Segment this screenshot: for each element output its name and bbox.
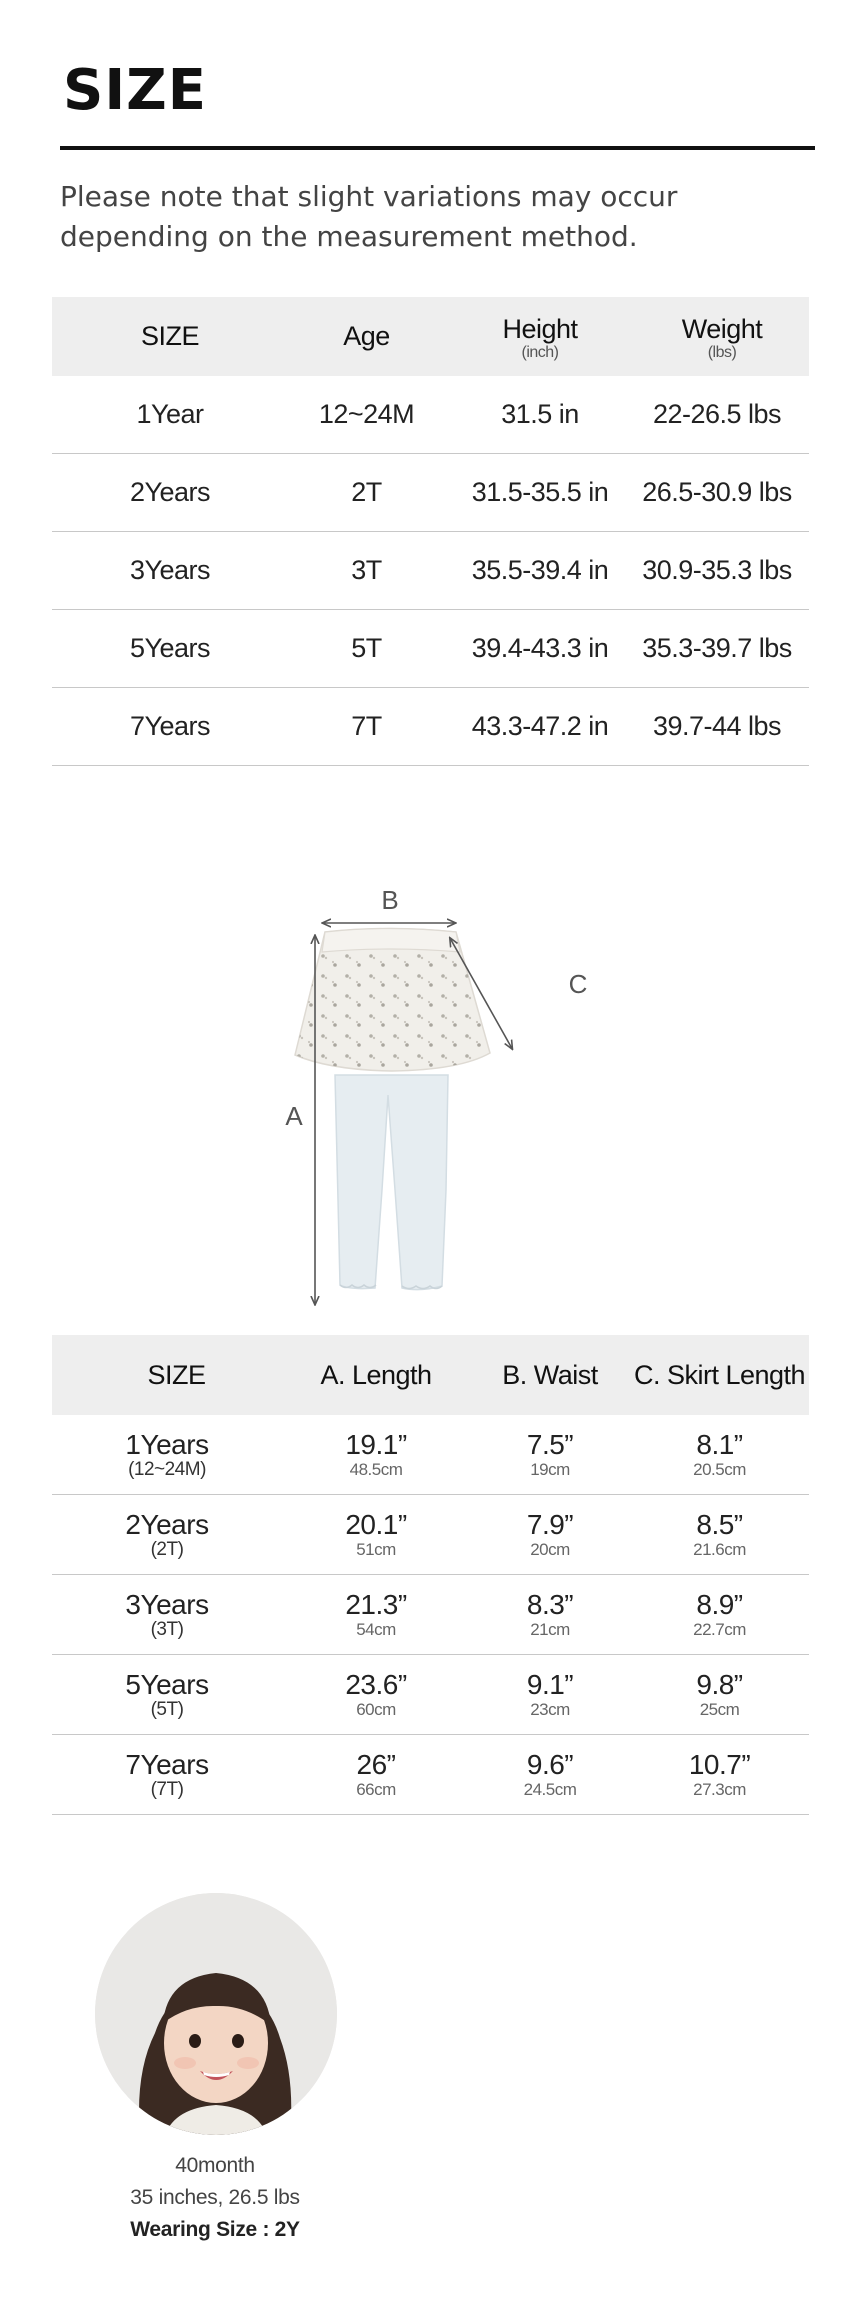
cell-skirt: [630, 1415, 809, 1495]
size-age: (3T): [150, 1618, 184, 1640]
waist-cm: 24.5cm: [523, 1779, 577, 1799]
cell-weight: 39.7-44 lbs: [635, 688, 809, 766]
cell-height: 39.4-43.3 in: [445, 610, 635, 688]
size-label: 7Years: [125, 1748, 209, 1780]
size-label: 1Years: [125, 1428, 209, 1460]
waist-inch: 8.3”: [526, 1588, 574, 1620]
header-height-unit: (inch): [521, 343, 559, 361]
skirt-cm: 21.6cm: [693, 1539, 746, 1559]
skirt-cm: 25cm: [699, 1699, 740, 1719]
child-avatar-icon: [95, 1893, 337, 2135]
cell-weight: 30.9-35.3 lbs: [635, 532, 809, 610]
length-inch: 21.3”: [345, 1588, 407, 1620]
length-cm: 51cm: [356, 1539, 396, 1559]
table-row: [52, 454, 809, 532]
table-row: [52, 1575, 809, 1655]
size-label: 3Years: [125, 1588, 209, 1620]
cell-length: [282, 1495, 470, 1575]
skirt-inch: 9.8”: [696, 1668, 743, 1700]
skirt-cm: 22.7cm: [693, 1619, 746, 1639]
waist-cm: 20cm: [530, 1539, 570, 1559]
size-age: (7T): [150, 1778, 184, 1800]
leggings-shape: [335, 1075, 448, 1290]
header-waist: B. Waist: [470, 1335, 630, 1415]
size-age: (5T): [150, 1698, 184, 1720]
model-info: [60, 2150, 370, 2246]
size-table-header: [52, 297, 809, 376]
table-row: [52, 688, 809, 766]
size-label: 5Years: [125, 1668, 209, 1700]
cell-waist: [470, 1415, 630, 1495]
cell-size: [52, 1495, 282, 1575]
length-cm: 48.5cm: [349, 1459, 403, 1479]
cell-age: 5T: [288, 610, 445, 688]
skirt-inch: 10.7”: [688, 1748, 751, 1780]
header-size: SIZE: [52, 1335, 282, 1415]
header-height-label: Height: [502, 313, 578, 344]
table-row: [52, 1495, 809, 1575]
cell-skirt: [630, 1495, 809, 1575]
cell-size: 2Years: [52, 454, 288, 532]
length-cm: 66cm: [356, 1779, 396, 1799]
size-label: 2Years: [125, 1508, 209, 1540]
cell-weight: 26.5-30.9 lbs: [635, 454, 809, 532]
cell-height: 35.5-39.4 in: [445, 532, 635, 610]
cell-length: [282, 1655, 470, 1735]
header-height: [445, 297, 635, 376]
length-inch: 20.1”: [345, 1508, 407, 1540]
header-size: [52, 297, 288, 376]
cell-size: [52, 1655, 282, 1735]
cell-height: 43.3-47.2 in: [445, 688, 635, 766]
length-inch: 26”: [356, 1748, 396, 1780]
label-a: A: [285, 1101, 303, 1131]
cell-length: [282, 1735, 470, 1815]
cell-size: [52, 1575, 282, 1655]
table-row: [52, 1735, 809, 1815]
cell-waist: [470, 1655, 630, 1735]
waist-cm: 23cm: [530, 1699, 570, 1719]
cell-age: 12~24M: [288, 376, 445, 454]
length-cm: 60cm: [356, 1699, 396, 1719]
garment-diagram: [270, 870, 610, 1315]
cell-waist: [470, 1575, 630, 1655]
cell-skirt: [630, 1655, 809, 1735]
waist-inch: 7.5”: [526, 1428, 574, 1460]
cell-skirt: [630, 1575, 809, 1655]
title-divider: [60, 146, 815, 150]
cell-age: 7T: [288, 688, 445, 766]
table-row: [52, 1415, 809, 1495]
length-inch: 23.6”: [345, 1668, 407, 1700]
waist-cm: 19cm: [530, 1459, 570, 1479]
cell-length: [282, 1575, 470, 1655]
skirt-cm: 20.5cm: [693, 1459, 746, 1479]
cell-age: 3T: [288, 532, 445, 610]
cell-age: 2T: [288, 454, 445, 532]
cell-height: 31.5-35.5 in: [445, 454, 635, 532]
cell-length: [282, 1415, 470, 1495]
header-weight-unit: (lbs): [707, 343, 737, 361]
length-cm: 54cm: [356, 1619, 396, 1639]
cell-size: 5Years: [52, 610, 288, 688]
label-c: C: [568, 969, 588, 999]
size-age: (12~24M): [128, 1458, 206, 1480]
skirt-shape: [295, 929, 490, 1072]
table-row: [52, 532, 809, 610]
cell-skirt: [630, 1735, 809, 1815]
length-inch: 19.1”: [345, 1428, 407, 1460]
waist-inch: 9.6”: [526, 1748, 574, 1780]
model-age: 40month: [175, 2154, 255, 2177]
header-weight: [635, 297, 809, 376]
size-age: (2T): [150, 1538, 184, 1560]
skirt-inch: 8.9”: [696, 1588, 743, 1620]
header-age: [288, 297, 445, 376]
cell-size: [52, 1735, 282, 1815]
page-title: SIZE: [63, 58, 208, 123]
cell-weight: 35.3-39.7 lbs: [635, 610, 809, 688]
header-age-label: Age: [343, 321, 390, 351]
skirt-inch: 8.1”: [696, 1428, 743, 1460]
cell-waist: [470, 1495, 630, 1575]
header-length: A. Length: [282, 1335, 470, 1415]
cell-size: 1Year: [52, 376, 288, 454]
cell-size: [52, 1415, 282, 1495]
model-wearing-size: Wearing Size : 2Y: [130, 2218, 300, 2241]
cell-weight: 22-26.5 lbs: [635, 376, 809, 454]
cell-size: 3Years: [52, 532, 288, 610]
measurement-note: Please note that slight variations may occur depending on the measurement method.: [60, 180, 678, 253]
size-table: [52, 297, 809, 766]
skirt-cm: 27.3cm: [693, 1779, 746, 1799]
table-row: [52, 1655, 809, 1735]
waist-inch: 9.1”: [526, 1668, 574, 1700]
waist-inch: 7.9”: [526, 1508, 574, 1540]
header-skirt-length: C. Skirt Length: [630, 1335, 809, 1415]
waist-cm: 21cm: [530, 1619, 570, 1639]
measurement-table-header: [52, 1335, 809, 1415]
header-size-label: SIZE: [140, 321, 199, 351]
model-stats: 35 inches, 26.5 lbs: [130, 2186, 300, 2209]
label-b: B: [381, 885, 399, 915]
header-weight-label: Weight: [681, 313, 763, 344]
skirt-inch: 8.5”: [696, 1508, 743, 1540]
cell-size: 7Years: [52, 688, 288, 766]
table-row: [52, 376, 809, 454]
cell-height: 31.5 in: [445, 376, 635, 454]
cell-waist: [470, 1735, 630, 1815]
model-avatar: [95, 1893, 337, 2135]
table-row: [52, 610, 809, 688]
measurement-table: [52, 1335, 809, 1815]
